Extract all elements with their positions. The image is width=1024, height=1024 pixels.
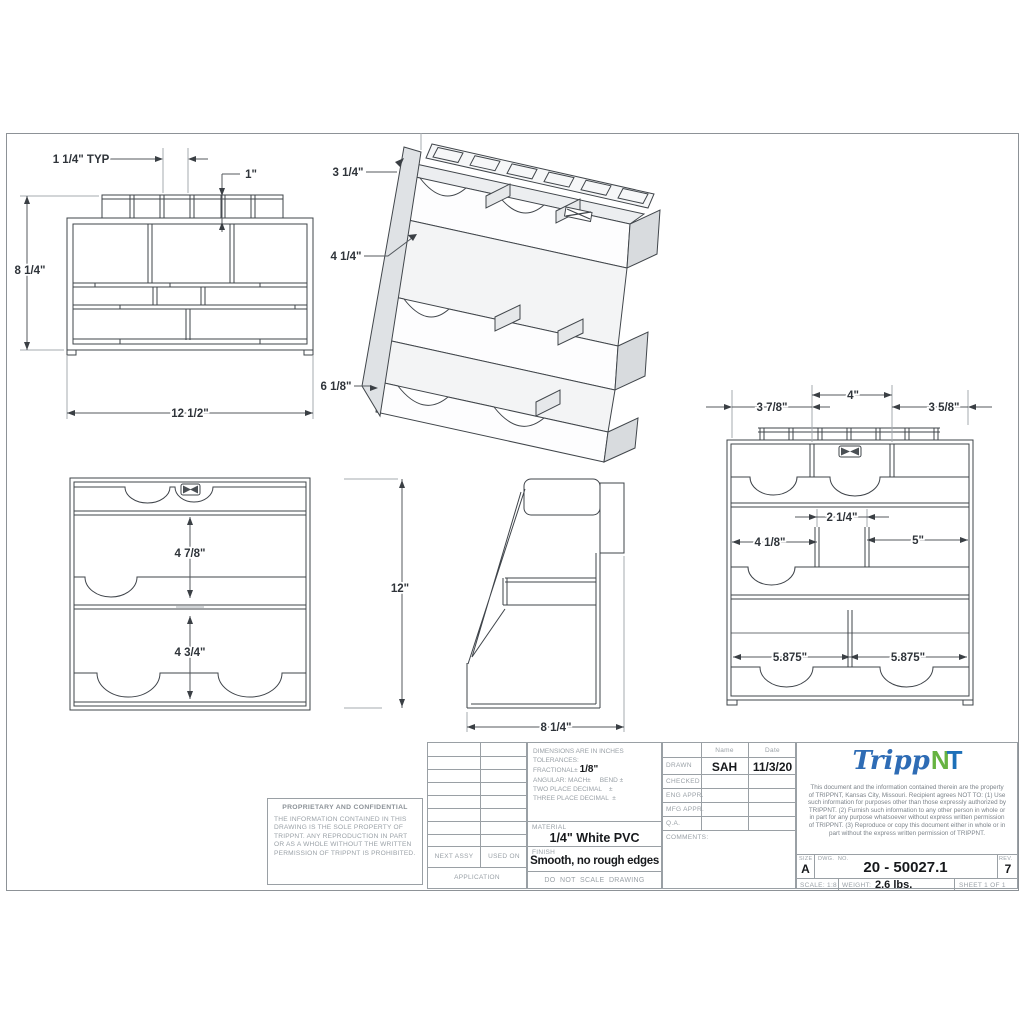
- proprietary-notice: [267, 798, 423, 885]
- dim-label: 5.875": [890, 652, 926, 664]
- material-label: MATERIAL: [532, 824, 567, 831]
- dwg-no-value: 20 - 50027.1: [863, 859, 948, 876]
- sheet-text: SHEET 1 OF 1: [959, 882, 1006, 889]
- view-back-top-dims: [14, 148, 313, 420]
- dim-label: 3 1/4": [332, 167, 364, 179]
- material-value: 1/4" White PVC: [549, 831, 640, 845]
- rev-value: 7: [1004, 862, 1012, 876]
- dim-label: 6 1/8": [320, 381, 352, 393]
- dim-label: 4 1/8": [754, 537, 786, 549]
- size-label: SIZE: [799, 856, 813, 862]
- dwg-no-label: DWG. NO.: [818, 856, 849, 862]
- dim-label: 4 7/8": [174, 548, 206, 560]
- dim-label: 12": [390, 583, 410, 595]
- logo-t-letter: T: [946, 745, 962, 775]
- do-not-scale-note: DO NOT SCALE DRAWING: [544, 877, 645, 884]
- view-side-dims: [344, 479, 624, 734]
- tol-line6: THREE PLACE DECIMAL ±: [533, 795, 616, 803]
- tol-line5: TWO PLACE DECIMAL ±: [533, 785, 613, 793]
- logo-script-text: Tripp: [852, 746, 930, 776]
- dim-label: 2 1/4": [826, 512, 858, 524]
- application-table: [427, 742, 527, 889]
- legal-notice: This document and the information contained therein are the property of TRIPPNT, Kansas City, Missouri. Recipient agrees NOT TO: (1) Use such information for purposes other than those expressly authorized by TRIPPNT. (2) Furnish such information to any other person in whole or in part for any purpose whatsoever without express written permission of TRIPPNT. (3) Reproduce or copy this document either in whole or in part without the express written permission of TRIPPNT.: [807, 784, 1007, 837]
- logo-n-letter: N: [930, 745, 949, 775]
- dim-label: 1 1/4" TYP: [52, 154, 110, 166]
- dim-label: 4": [847, 390, 859, 402]
- dim-label: 3 7/8": [756, 402, 788, 414]
- dim-label: 3 5/8": [928, 402, 960, 414]
- drawn-name: SAH: [711, 760, 738, 774]
- tol-line2: TOLERANCES:: [533, 757, 579, 765]
- scale-text: SCALE: 1:8: [800, 882, 837, 889]
- dim-label: 5.875": [772, 652, 808, 664]
- view-back-top: [67, 195, 313, 355]
- used-on-label: USED ON: [488, 853, 520, 860]
- date-header: Date: [765, 747, 780, 754]
- approval-row-label: MFG APPR.: [666, 806, 705, 813]
- approvals-table: [662, 742, 796, 889]
- finish-label: FINISH: [532, 849, 556, 856]
- trippnt-logo: [797, 745, 1017, 776]
- dim-label: 4 3/4": [174, 647, 206, 659]
- approval-row-label: ENG APPR.: [666, 792, 704, 799]
- proprietary-title: PROPRIETARY AND CONFIDENTIAL: [282, 804, 408, 811]
- dim-label: 1": [245, 169, 257, 181]
- view-isometric: [362, 144, 660, 462]
- next-assy-label: NEXT ASSY: [434, 853, 474, 860]
- view-side: [467, 479, 624, 708]
- title-info-block: [796, 742, 1018, 889]
- view-front-dims: [174, 517, 205, 699]
- weight-value: 2.6 lbs.: [875, 879, 913, 891]
- tolerance-block: [527, 742, 662, 889]
- approval-row-label: Q.A.: [666, 820, 681, 827]
- drawn-date: 11/3/20: [752, 760, 793, 774]
- view-back: [727, 428, 973, 705]
- approval-row-label: CHECKED: [666, 778, 700, 785]
- application-label: APPLICATION: [454, 874, 500, 881]
- finish-value: Smooth, no rough edges: [530, 855, 659, 867]
- proprietary-body: THE INFORMATION CONTAINED IN THIS DRAWING IS THE SOLE PROPERTY OF TRIPPNT. ANY REPRODUCTION IN PART OR AS A WHOLE WITHOUT THE WRITTEN PERMISSION OF TRIPPNT IS PROHIBITED.: [274, 816, 416, 857]
- rev-label: REV.: [999, 856, 1013, 862]
- tol-line3: FRACTIONAL±: [533, 767, 578, 775]
- view-back-dims: [706, 385, 992, 664]
- comments-label: COMMENTS:: [666, 834, 709, 841]
- size-value: A: [801, 862, 810, 876]
- approval-row-label: DRAWN: [666, 762, 692, 769]
- tol-frac-value: 1/8": [579, 764, 599, 776]
- name-header: Name: [715, 747, 734, 754]
- dim-label: 8 1/4": [540, 722, 572, 734]
- tol-line4: ANGULAR: MACH± BEND ±: [533, 776, 624, 784]
- dim-label: 5": [912, 535, 924, 547]
- dim-label: 12 1/2": [171, 408, 209, 420]
- tol-line1: DIMENSIONS ARE IN INCHES: [533, 748, 624, 755]
- dim-label: 8 1/4": [14, 265, 46, 277]
- dim-label: 4 1/4": [330, 251, 362, 263]
- weight-label: WEIGHT:: [842, 882, 872, 889]
